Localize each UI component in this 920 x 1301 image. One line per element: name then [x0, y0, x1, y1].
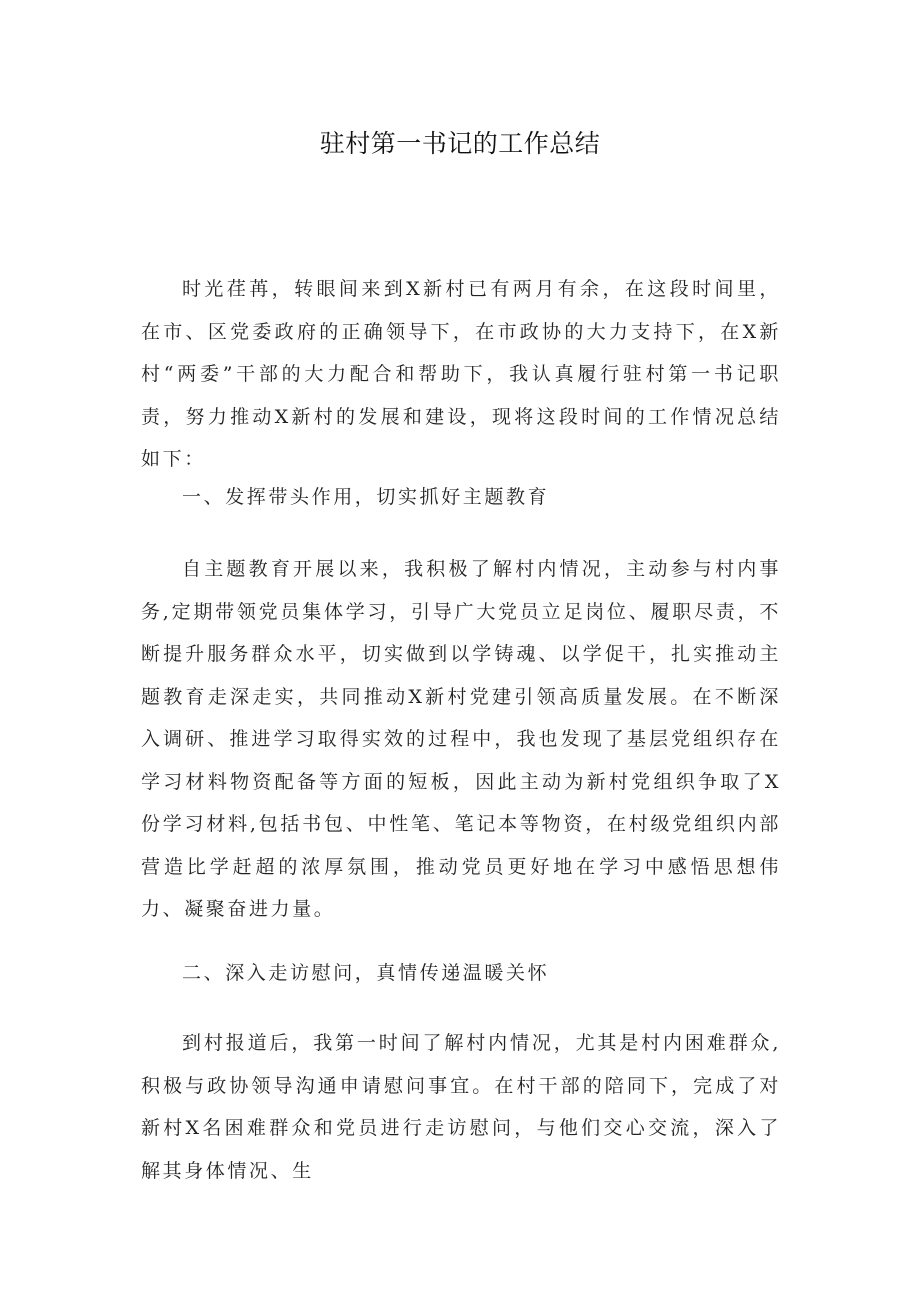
section-heading-text: 二、深入走访慰问，真情传递温暖关怀 [182, 962, 550, 984]
paragraph-text: 时光荏苒，转眼间来到X新村已有两月有余，在这段时间里，在市、区党委政府的正确领导下，在市政协的大力支持下，在X新村“两委”干部的大力配合和帮助下，我认真履行驻村第一书记职责，努力推动X新村的发展和建设，现将这段时间的工作情况总结如下： [141, 278, 781, 470]
paragraph-text: 到村报道后，我第一时间了解村内情况，尤其是村内困难群众,积极与政协领导沟通申请慰问事宜。在村干部的陪同下，完成了对新村X名困难群众和党员进行走访慰问，与他们交心交流，深入了解其身体情况、生 [141, 1032, 781, 1182]
document-title: 驻村第一书记的工作总结 [319, 129, 601, 158]
paragraph-section-1 [141, 548, 781, 931]
paragraph-section-2 [141, 1022, 781, 1192]
section-heading-2 [141, 952, 781, 995]
section-heading-1 [141, 476, 781, 519]
paragraph-text: 自主题教育开展以来，我积极了解村内情况，主动参与村内事务,定期带领党员集体学习，引导广大党员立足岗位、履职尽责，不断提升服务群众水平，切实做到以学铸魂、以学促干，扎实推动主题教育走深走实，共同推动X新村党建引领高质量发展。在不断深入调研、推进学习取得实效的过程中，我也发现了基层党组织存在学习材料物资配备等方面的短板，因此主动为新村党组织争取了X份学习材料,包括书包、中性笔、笔记本等物资，在村级党组织内部营造比学赶超的浓厚氛围，推动党员更好地在学习中感悟思想伟力、凝聚奋进力量。 [141, 558, 781, 920]
section-heading-text: 一、发挥带头作用，切实抓好主题教育 [182, 486, 550, 508]
paragraph-intro [141, 268, 781, 481]
